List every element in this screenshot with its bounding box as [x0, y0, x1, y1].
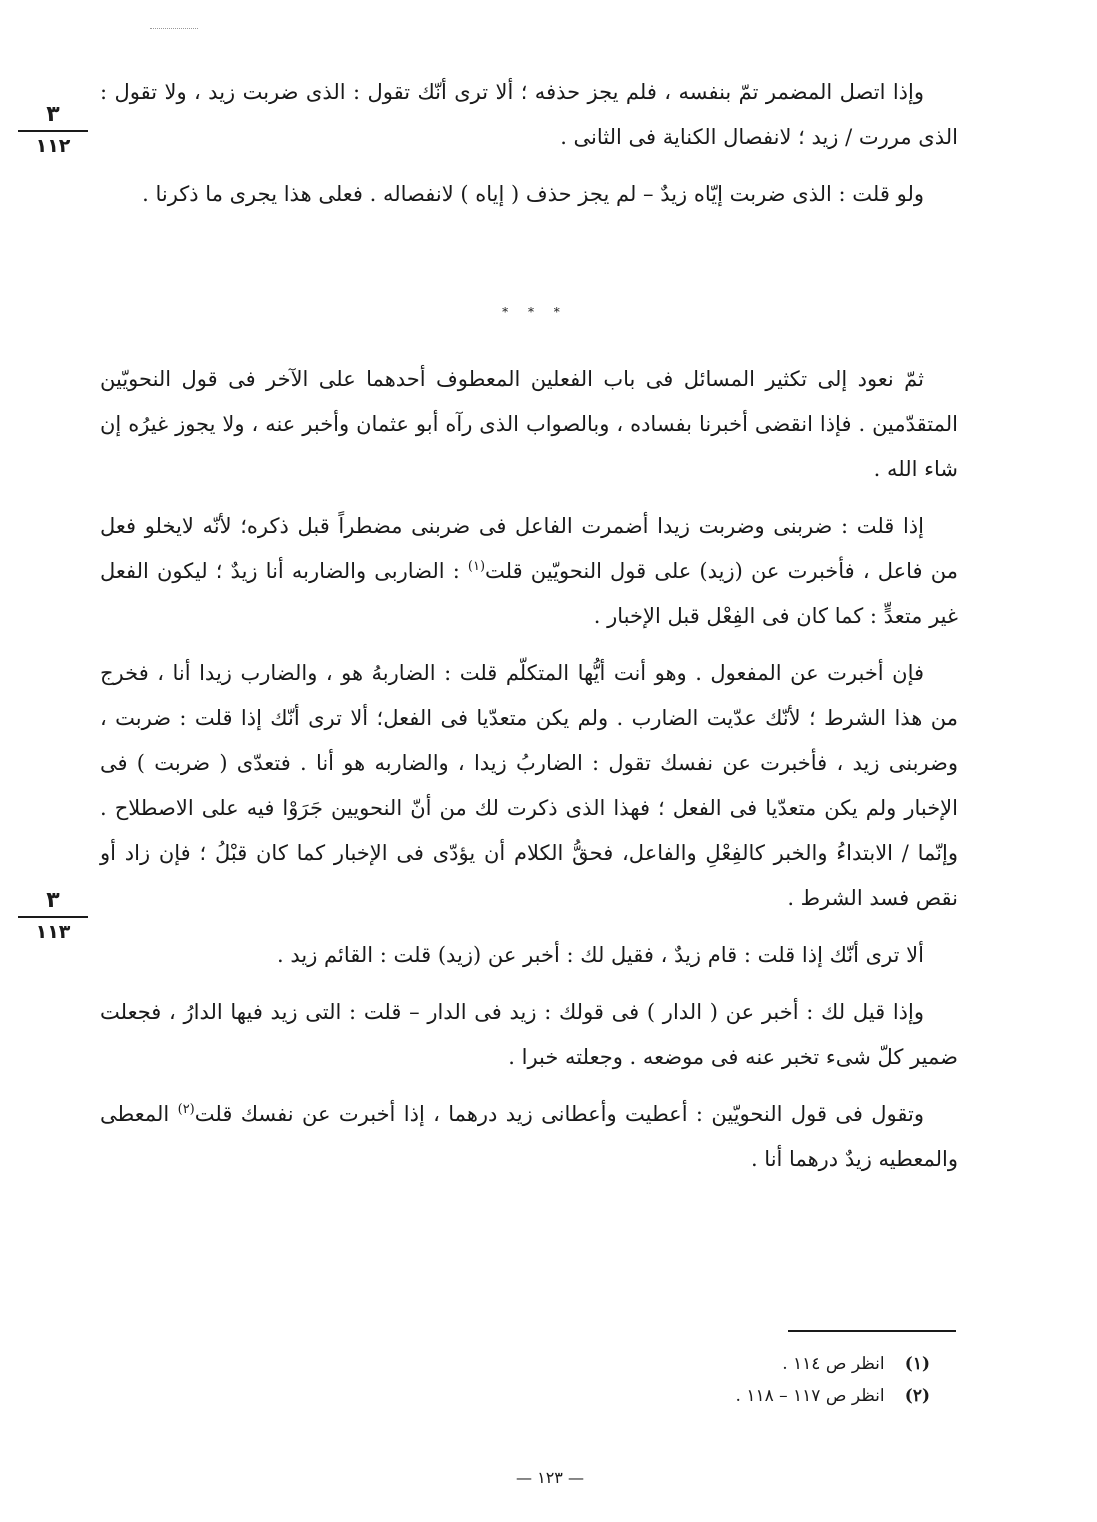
- text-block-top: [100, 70, 958, 217]
- paragraph-text: المعطى والمعطيه زيدٌ درهما أنا .: [100, 1102, 958, 1171]
- paragraph: وإذا قيل لك : أخبر عن ( الدار ) فى قولك : زيد فى الدار – قلت : التى زيد فيها الدارُ ، فجعلت ضمير كلّ شىء تخبر عنه فى موضعه . وجعلته خبرا .: [100, 1000, 958, 1069]
- footnotes: [600, 1348, 930, 1412]
- paragraph: ولو قلت : الذى ضربت إيّاه زيدٌ – لم يجز حذف ( إياه ) لانفصاله . فعلى هذا يجرى ما ذكرنا .: [142, 182, 924, 206]
- text-block-main: [100, 357, 958, 1182]
- footnote-text: انظر ص ١١٤ .: [782, 1354, 885, 1374]
- footnote-item: [600, 1380, 930, 1412]
- margin-ref-volume: ٣: [46, 102, 60, 127]
- scan-artifact: [150, 28, 198, 30]
- paragraph: وإذا اتصل المضمر تمّ بنفسه ، فلم يجز حذفه ؛ ألا ترى أنّك تقول : الذى ضربت زيد ، ولا تقول : الذى مررت / زيد ؛ لانفصال الكناية فى الثانى .: [100, 80, 958, 149]
- margin-ref-page: ١١٢: [35, 135, 71, 157]
- margin-ref-divider: [18, 916, 88, 918]
- margin-page-reference: [18, 102, 88, 158]
- paragraph: ثمّ نعود إلى تكثير المسائل فى باب الفعلين المعطوف أحدهما على الآخر فى قول النحويّين المتقدّمين . فإذا انقضى أخبرنا بفساده ، وبالصواب الذى رآه أبو عثمان وأخبر عنه ، ولا يجوز غيرُه إن شاء الله .: [100, 367, 958, 481]
- paragraph-text: أنا زيدٌ ؛ ليكون الفعل غير متعدٍّ : كما كان فى الفِعْل قبل الإخبار .: [100, 559, 958, 628]
- paragraph: [100, 1092, 958, 1182]
- page-number: — ١٢٣ —: [516, 1468, 584, 1487]
- footnote-divider: [788, 1330, 956, 1332]
- footnote-mark: (١): [904, 1354, 930, 1374]
- footnote-mark: (٢): [904, 1386, 930, 1406]
- footnote-item: [600, 1348, 930, 1380]
- margin-page-reference: [18, 888, 88, 944]
- footnote-ref: (١): [467, 559, 486, 574]
- margin-ref-volume: ٣: [46, 888, 60, 913]
- footnote-text: انظر ص ١١٧ – ١١٨ .: [735, 1386, 885, 1406]
- paragraph: [100, 504, 958, 639]
- paragraph: فإن أخبرت عن المفعول . وهو أنت أيُّها المتكلّم قلت : الضاربهُ هو ، والضارب زيدا أنا ، فخرج من هذا الشرط ؛ لأنّك عدّيت الضارب . ولم يكن متعدّيا فى الفعل؛ ألا ترى أنّك إذا قلت : ضربت ، وضربنى زيد ، فأخبرت عن نفسك تقول : الضاربُ زيدا ، والضاربه هو أنا . فتعدّى ( ضربت ) فى الإخبار ولم يكن متعدّيا فى الفعل ؛ فهذا الذى ذكرت لك من أنّ النحويين جَرَوْا فيه على الاصطلاح . وإنّما / الابتداءُ والخبر كالفِعْلِ والفاعل، فحقُّ الكلام أن يؤدّى فى الإخبار كما كان قبْلُ ؛ فإن زاد أو نقص فسد الشرط .: [100, 661, 958, 910]
- paragraph: ألا ترى أنّك إذا قلت : قام زيدٌ ، فقيل لك : أخبر عن (زيد) قلت : القائم زيد .: [277, 943, 924, 967]
- footnote-ref: (٢): [177, 1102, 195, 1117]
- paragraph-text: وتقول فى قول النحويّين : أعطيت وأعطانى زيد درهما ، إذا أخبرت عن نفسك قلت: [194, 1102, 924, 1126]
- margin-ref-page: ١١٣: [35, 921, 71, 943]
- paragraph-text: : الضاربى والضاربه: [291, 559, 460, 583]
- margin-ref-divider: [18, 130, 88, 132]
- section-separator: * * *: [502, 305, 568, 319]
- paragraph-text: إذا قلت : ضربنى وضربت زيدا أضمرت الفاعل فى ضربنى مضطراً قبل ذكره؛ لأنّه لايخلو فعل من فاعل ، فأخبرت عن (زيد) على قول النحويّين قلت: [100, 514, 958, 583]
